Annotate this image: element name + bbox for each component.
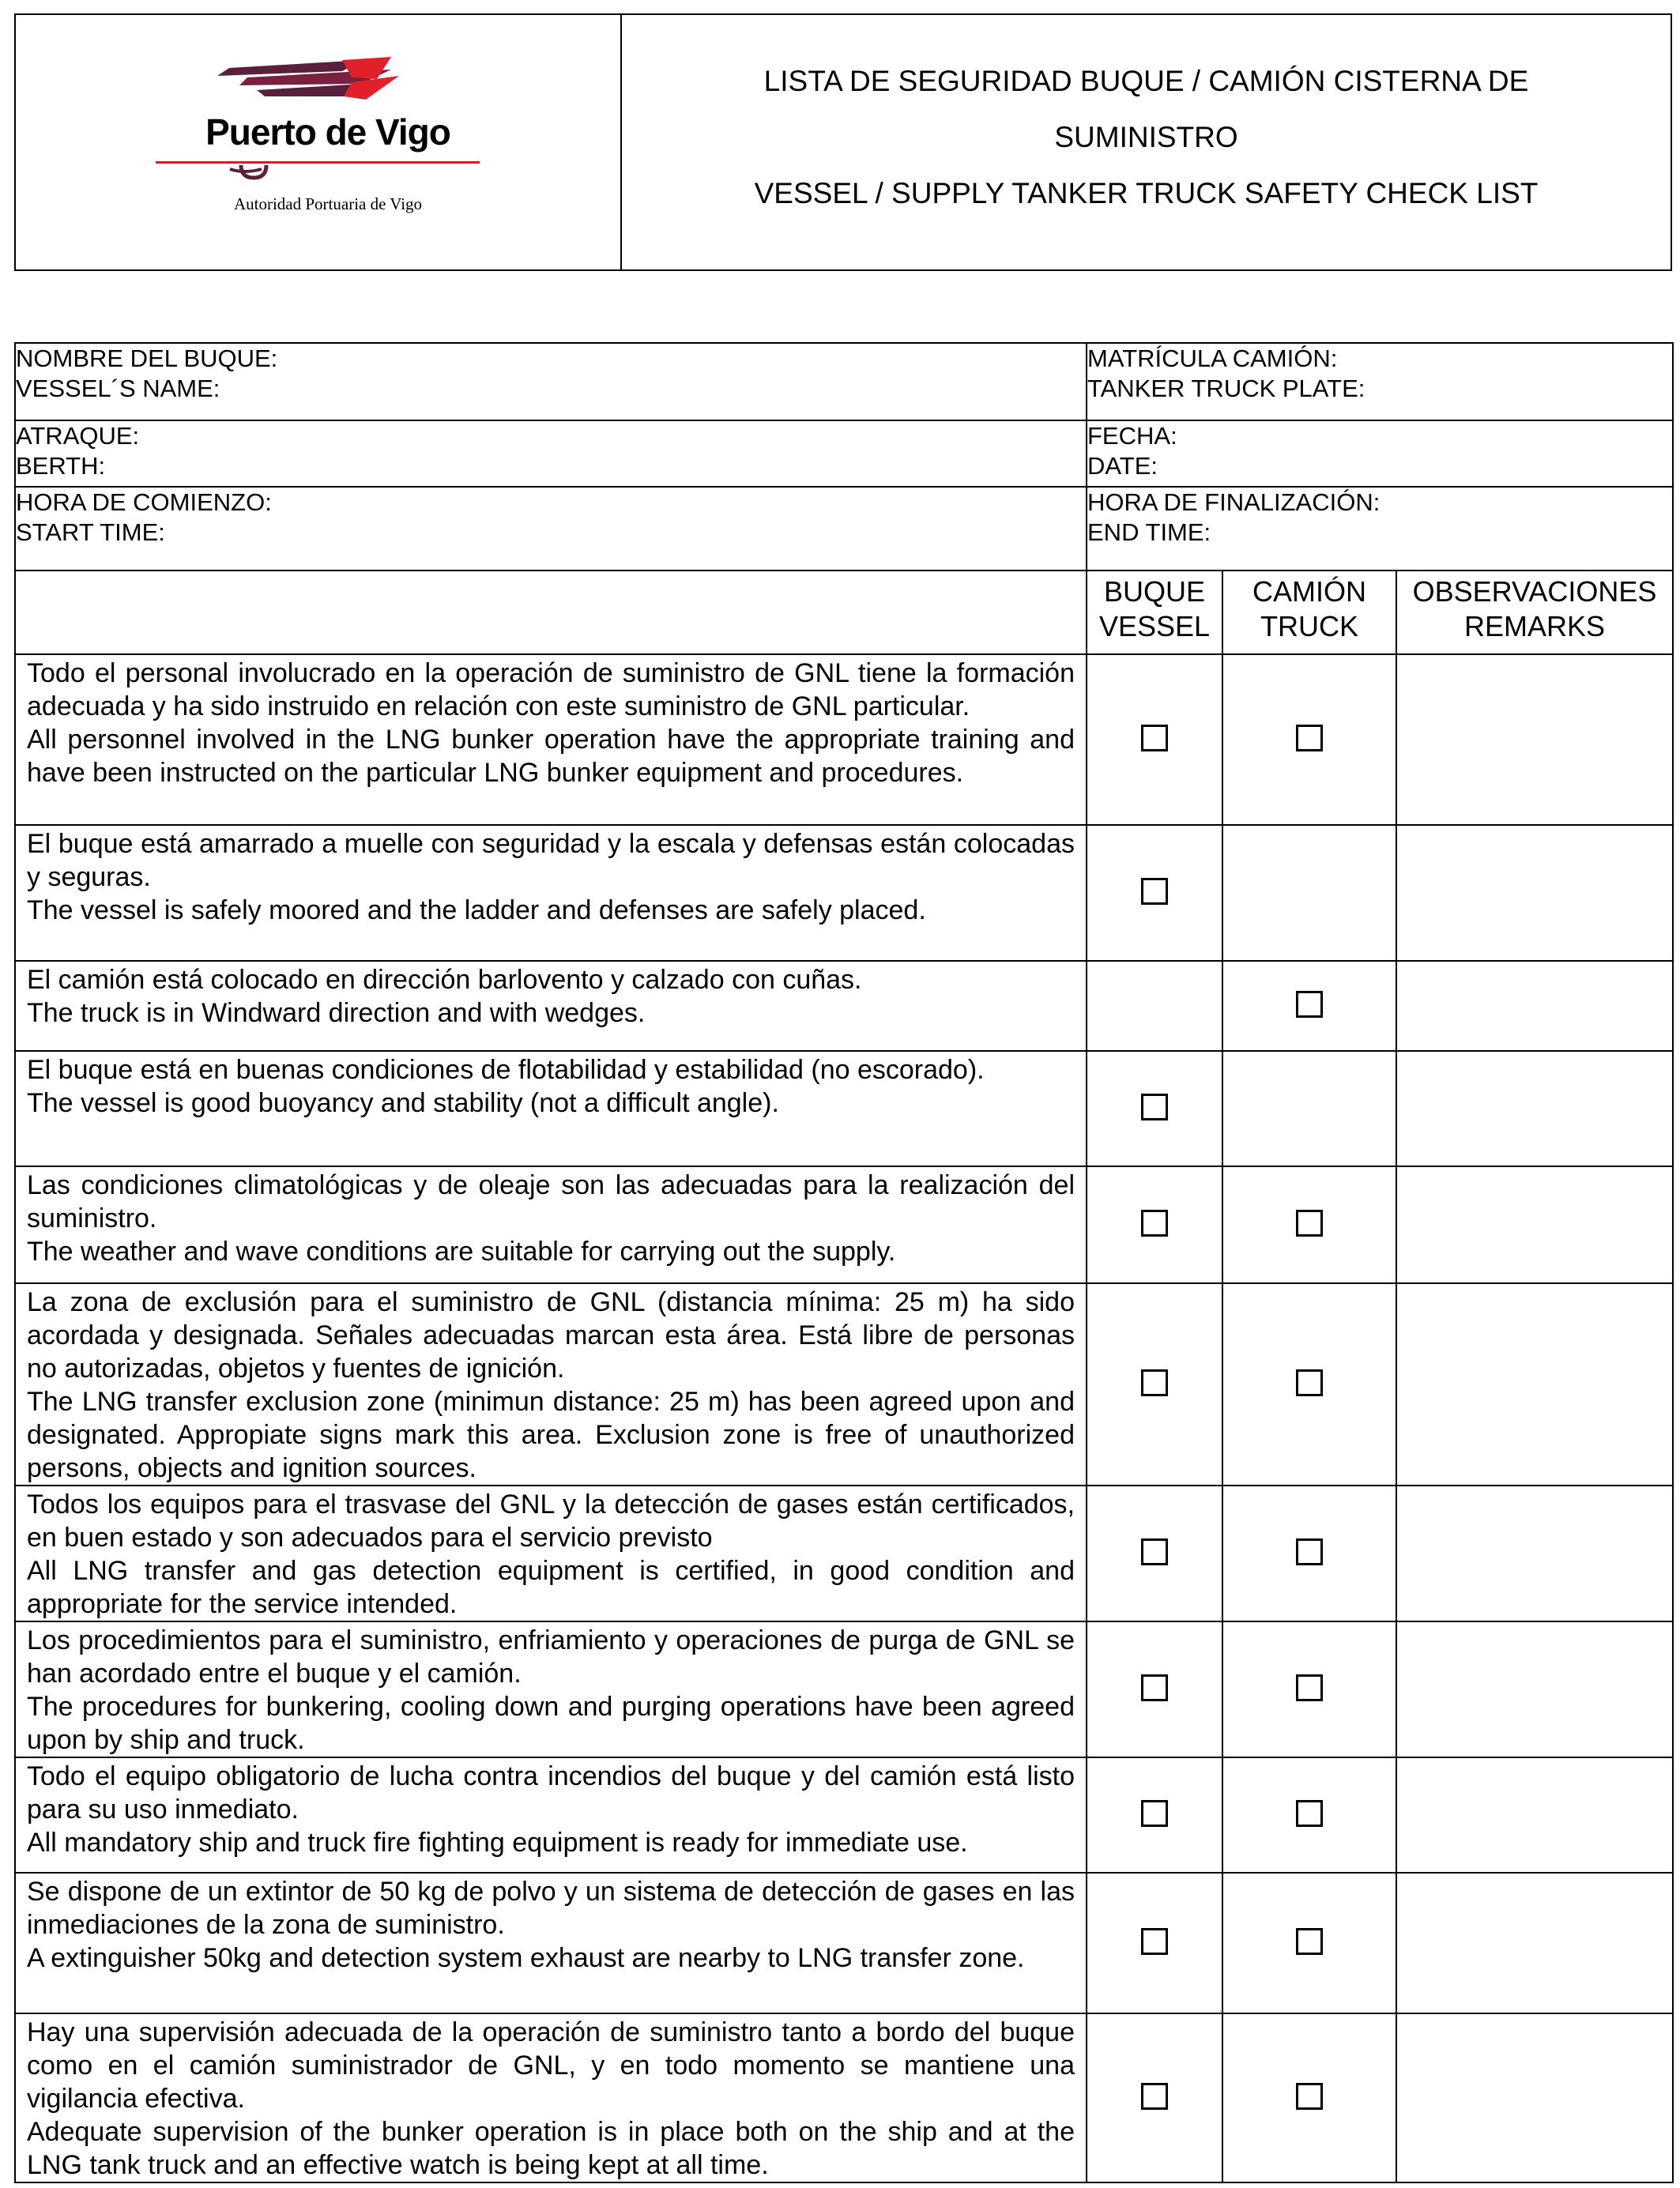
vessel-check-cell (1087, 1873, 1222, 2013)
item-text-spanish: Hay una supervisión adecuada de la operación de suministro tanto a bordo del buque como en el camión suministrador de GNL, y en todo momento se mantiene una vigilancia efectiva. (27, 2017, 1075, 2114)
end-time-field[interactable]: HORA DE FINALIZACIÓN: END TIME: (1087, 487, 1673, 571)
title-cell (622, 15, 1671, 269)
port-logo (154, 51, 502, 232)
vessel-checkbox[interactable] (1141, 1674, 1168, 1701)
date-field[interactable]: FECHA: DATE: (1087, 420, 1673, 487)
item-text-english: The truck is in Windward direction and with wedges. (27, 998, 646, 1028)
remarks-cell[interactable] (1396, 1621, 1673, 1757)
truck-checkbox[interactable] (1296, 1928, 1323, 1955)
logo-subtitle: Autoridad Portuaria de Vigo (233, 194, 423, 213)
checklist-item-text (15, 1166, 1087, 1283)
vessel-check-cell (1087, 961, 1222, 1051)
checklist-item-text (15, 1757, 1087, 1873)
truck-checkbox[interactable] (1296, 1369, 1323, 1396)
vessel-checkbox[interactable] (1141, 1800, 1168, 1827)
truck-check-cell (1222, 654, 1396, 825)
remarks-cell[interactable] (1396, 1486, 1673, 1621)
vessel-column-header: BUQUE VESSEL (1087, 571, 1222, 654)
truck-checkbox[interactable] (1296, 1674, 1323, 1701)
remarks-cell[interactable] (1396, 654, 1673, 825)
remarks-cell[interactable] (1396, 1283, 1673, 1486)
vessel-check-cell (1087, 2013, 1222, 2182)
item-text-english: Adequate supervision of the bunker operation is in place both on the ship and at the LNG tank truck and an effective watch is being kept at all time. (27, 2117, 1075, 2180)
item-text-english: All mandatory ship and truck fire fighting equipment is ready for immediate use. (27, 1828, 968, 1858)
safety-checklist-table (14, 342, 1674, 2183)
title-line-3: VESSEL / SUPPLY TANKER TRUCK SAFETY CHECK LIST (754, 176, 1539, 209)
start-time-field[interactable]: HORA DE COMIENZO: START TIME: (15, 487, 1087, 571)
item-text-spanish: La zona de exclusión para el suministro de GNL (distancia mínima: 25 m) ha sido acordada y designada. Señales adecuadas marcan esta área. Está libre de personas no autorizadas, objetos y fuentes de ignición. (27, 1287, 1075, 1384)
item-text-english: The LNG transfer exclusion zone (minimun distance: 25 m) has been agreed upon and designated. Appropiate signs mark this area. Exclusion zone is free of unauthorized persons, objects and ignition sources. (27, 1387, 1075, 1483)
truck-check-cell (1222, 1166, 1396, 1283)
checklist-row (15, 961, 1673, 1051)
logo-cell (16, 15, 622, 269)
checklist-item-text (15, 825, 1087, 961)
truck-check-cell (1222, 1621, 1396, 1757)
item-text-spanish: Las condiciones climatológicas y de oleaje son las adecuadas para la realización del suministro. (27, 1170, 1075, 1233)
checklist-item-text (15, 654, 1087, 825)
vessel-check-cell (1087, 825, 1222, 961)
checklist-row (15, 1621, 1673, 1757)
checklist-item-text (15, 1621, 1087, 1757)
checklist-row (15, 1757, 1673, 1873)
vessel-checkbox[interactable] (1141, 2083, 1168, 2110)
item-text-spanish: Todo el equipo obligatorio de lucha contra incendios del buque y del camión está listo para su uso inmediato. (27, 1761, 1075, 1825)
item-text-spanish: Todo el personal involucrado en la operación de suministro de GNL tiene la formación adecuada y ha sido instruido en relación con este suministro de GNL particular. (27, 658, 1075, 721)
vessel-check-cell (1087, 1757, 1222, 1873)
truck-check-cell (1222, 961, 1396, 1051)
document-header (14, 13, 1672, 271)
checklist-row (15, 1486, 1673, 1621)
item-text-spanish: El buque está en buenas condiciones de flotabilidad y estabilidad (no escorado). (27, 1055, 985, 1085)
info-row-2 (15, 420, 1673, 487)
item-text-spanish: Se dispone de un extintor de 50 kg de polvo y un sistema de detección de gases en las inmediaciones de la zona de suministro. (27, 1877, 1075, 1940)
truck-check-cell (1222, 825, 1396, 961)
info-row-3 (15, 487, 1673, 571)
item-text-english: All personnel involved in the LNG bunker operation have the appropriate training and have been instructed on the particular LNG bunker equipment and procedures. (27, 725, 1075, 788)
checklist-item-text (15, 1283, 1087, 1486)
checklist-item-text (15, 1486, 1087, 1621)
info-row-1 (15, 343, 1673, 420)
item-text-english: All LNG transfer and gas detection equipment is certified, in good condition and appropriate for the service intended. (27, 1556, 1075, 1619)
truck-checkbox[interactable] (1296, 1538, 1323, 1565)
vessel-checkbox[interactable] (1141, 1210, 1168, 1237)
remarks-cell[interactable] (1396, 961, 1673, 1051)
truck-check-cell (1222, 1486, 1396, 1621)
truck-check-cell (1222, 1873, 1396, 2013)
item-text-spanish: Todos los equipos para el trasvase del GNL y la detección de gases están certificados, en buen estado y son adecuados para el servicio previsto (27, 1489, 1075, 1553)
truck-check-cell (1222, 1283, 1396, 1486)
checklist-row (15, 1166, 1673, 1283)
vessel-checkbox[interactable] (1141, 1928, 1168, 1955)
vessel-check-cell (1087, 1166, 1222, 1283)
truck-check-cell (1222, 2013, 1396, 2182)
vessel-name-field[interactable]: NOMBRE DEL BUQUE: VESSEL´S NAME: (15, 343, 1087, 420)
vessel-checkbox[interactable] (1141, 878, 1168, 905)
checklist-row (15, 1283, 1673, 1486)
item-text-english: The vessel is safely moored and the ladder and defenses are safely placed. (27, 895, 926, 925)
item-text-english: A extinguisher 50kg and detection system exhaust are nearby to LNG transfer zone. (27, 1943, 1025, 1973)
truck-column-header: CAMIÓN TRUCK (1222, 571, 1396, 654)
truck-checkbox[interactable] (1296, 1800, 1323, 1827)
remarks-cell[interactable] (1396, 825, 1673, 961)
item-text-spanish: Los procedimientos para el suministro, enfriamiento y operaciones de purga de GNL se han acordado entre el buque y el camión. (27, 1625, 1075, 1689)
checklist-row (15, 654, 1673, 825)
remarks-cell[interactable] (1396, 2013, 1673, 2182)
vessel-check-cell (1087, 654, 1222, 825)
item-text-spanish: El buque está amarrado a muelle con seguridad y la escala y defensas están colocadas y seguras. (27, 829, 1075, 892)
checklist-row (15, 2013, 1673, 2182)
checklist-row (15, 1873, 1673, 2013)
vessel-check-cell (1087, 1051, 1222, 1166)
truck-plate-field[interactable]: MATRÍCULA CAMIÓN: TANKER TRUCK PLATE: (1087, 343, 1673, 420)
truck-checkbox[interactable] (1296, 725, 1323, 751)
vessel-checkbox[interactable] (1141, 1094, 1168, 1120)
truck-checkbox[interactable] (1296, 991, 1323, 1018)
berth-field[interactable]: ATRAQUE: BERTH: (15, 420, 1087, 487)
item-text-english: The weather and wave conditions are suitable for carrying out the supply. (27, 1237, 896, 1267)
item-column-header (15, 571, 1087, 654)
checklist-item-text (15, 1051, 1087, 1166)
vessel-checkbox[interactable] (1141, 725, 1168, 751)
vessel-checkbox[interactable] (1141, 1538, 1168, 1565)
checklist-item-text (15, 1873, 1087, 2013)
logo-name: Puerto de Vigo (205, 111, 450, 153)
remarks-cell[interactable] (1396, 1757, 1673, 1873)
title-line-1: LISTA DE SEGURIDAD BUQUE / CAMIÓN CISTERNA DE (763, 64, 1529, 97)
checklist-row (15, 825, 1673, 961)
truck-checkbox[interactable] (1296, 1210, 1323, 1237)
checklist-item-text (15, 961, 1087, 1051)
remarks-column-header: OBSERVACIONES REMARKS (1396, 571, 1673, 654)
checklist-row (15, 1051, 1673, 1166)
vessel-check-cell (1087, 1621, 1222, 1757)
truck-check-cell (1222, 1051, 1396, 1166)
checklist-items (15, 654, 1673, 2182)
title-line-2: SUMINISTRO (1054, 120, 1238, 153)
vessel-check-cell (1087, 1486, 1222, 1621)
remarks-cell[interactable] (1396, 1166, 1673, 1283)
column-header-row (15, 571, 1673, 654)
remarks-cell[interactable] (1396, 1051, 1673, 1166)
vessel-checkbox[interactable] (1141, 1369, 1168, 1396)
truck-checkbox[interactable] (1296, 2083, 1323, 2110)
item-text-english: The procedures for bunkering, cooling down and purging operations have been agreed upon by ship and truck. (27, 1692, 1075, 1755)
checklist-item-text (15, 2013, 1087, 2182)
remarks-cell[interactable] (1396, 1873, 1673, 2013)
item-text-spanish: El camión está colocado en dirección barlovento y calzado con cuñas. (27, 965, 862, 995)
vessel-check-cell (1087, 1283, 1222, 1486)
truck-check-cell (1222, 1757, 1396, 1873)
item-text-english: The vessel is good buoyancy and stability (not a difficult angle). (27, 1088, 779, 1118)
